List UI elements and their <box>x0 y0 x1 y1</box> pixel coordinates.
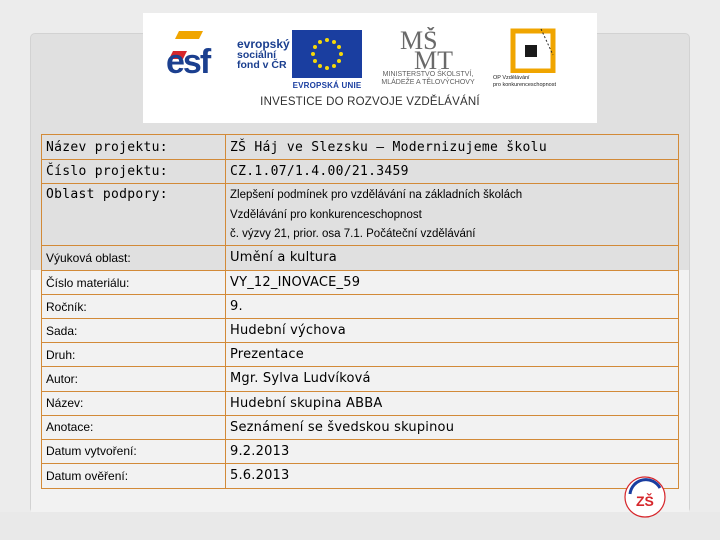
table-row <box>42 245 679 270</box>
support-area-value <box>226 184 679 246</box>
svg-text:MT: MT <box>414 46 453 71</box>
esf-line-2: sociální <box>237 48 277 61</box>
row-value: Seznámení se švedskou skupinou <box>226 415 679 439</box>
row-label: Výuková oblast: <box>42 245 226 270</box>
op-text <box>493 75 573 88</box>
svg-text:MŠ: MŠ <box>400 27 438 55</box>
msmt-line-2: MLÁDEŽE A TĚLOVÝCHOVY <box>381 79 475 86</box>
row-label: Anotace: <box>42 415 226 439</box>
svg-text:esf: esf <box>166 43 210 77</box>
project-info-table <box>41 134 679 489</box>
msmt-logo-icon <box>398 27 462 71</box>
row-value: 9. <box>226 295 679 319</box>
row-value: Hudební skupina ABBA <box>226 391 679 415</box>
table-row <box>42 184 679 246</box>
slide-bottom-stripe <box>0 512 720 540</box>
support-line-1: Zlepšení podmínek pro vzdělávání na základních školách <box>230 189 523 202</box>
row-value: Mgr. Sylva Ludvíková <box>226 367 679 391</box>
msmt-text <box>367 71 489 87</box>
row-label: Autor: <box>42 367 226 391</box>
table-row <box>42 271 679 295</box>
row-value: 9.2.2013 <box>226 439 679 463</box>
op-logo-icon <box>505 25 563 73</box>
table-row <box>42 463 679 488</box>
table-row <box>42 295 679 319</box>
logo-banner <box>143 13 597 123</box>
op-line-1: OP Vzdělávání <box>493 75 530 81</box>
op-line-2: pro konkurenceschopnost <box>493 81 556 88</box>
table-row <box>42 160 679 184</box>
svg-text:ZŠ: ZŠ <box>636 493 654 509</box>
support-line-3: č. výzvy 21, prior. osa 7.1. Počáteční vzdělávání <box>230 228 476 241</box>
row-value: VY_12_INOVACE_59 <box>226 271 679 295</box>
esf-logo-icon <box>163 29 235 77</box>
project-number-value: CZ.1.07/1.4.00/21.3459 <box>226 160 679 184</box>
project-number-label: Číslo projektu: <box>42 160 226 184</box>
row-value: 5.6.2013 <box>226 463 679 488</box>
project-name-label: Název projektu: <box>42 135 226 160</box>
table-row <box>42 439 679 463</box>
table-row <box>42 319 679 343</box>
support-area-label: Oblast podpory: <box>42 184 226 246</box>
esf-line-1: evropský <box>237 37 290 51</box>
school-stamp-icon <box>622 474 668 520</box>
eu-label: EVROPSKÁ UNIE <box>292 81 362 90</box>
row-value: Hudební výchova <box>226 319 679 343</box>
esf-line-3: fond v ČR <box>237 59 287 71</box>
row-label: Ročník: <box>42 295 226 319</box>
tagline: INVESTICE DO ROZVOJE VZDĚLÁVÁNÍ <box>260 96 480 108</box>
row-value: Prezentace <box>226 343 679 367</box>
msmt-line-1: MINISTERSTVO ŠKOLSTVÍ, <box>382 71 474 78</box>
table-row <box>42 391 679 415</box>
table-row <box>42 415 679 439</box>
row-label: Druh: <box>42 343 226 367</box>
table-row <box>42 343 679 367</box>
support-line-2: Vzdělávání pro konkurenceschopnost <box>230 208 422 221</box>
project-name-value: ZŠ Háj ve Slezsku – Modernizujeme školu <box>226 135 679 160</box>
row-label: Číslo materiálu: <box>42 271 226 295</box>
table-row <box>42 135 679 160</box>
eu-flag-icon <box>292 30 362 78</box>
row-label: Datum ověření: <box>42 463 226 488</box>
row-label: Sada: <box>42 319 226 343</box>
table-row <box>42 367 679 391</box>
row-value: Umění a kultura <box>226 245 679 270</box>
row-label: Datum vytvoření: <box>42 439 226 463</box>
row-label: Název: <box>42 391 226 415</box>
esf-text <box>237 39 295 71</box>
